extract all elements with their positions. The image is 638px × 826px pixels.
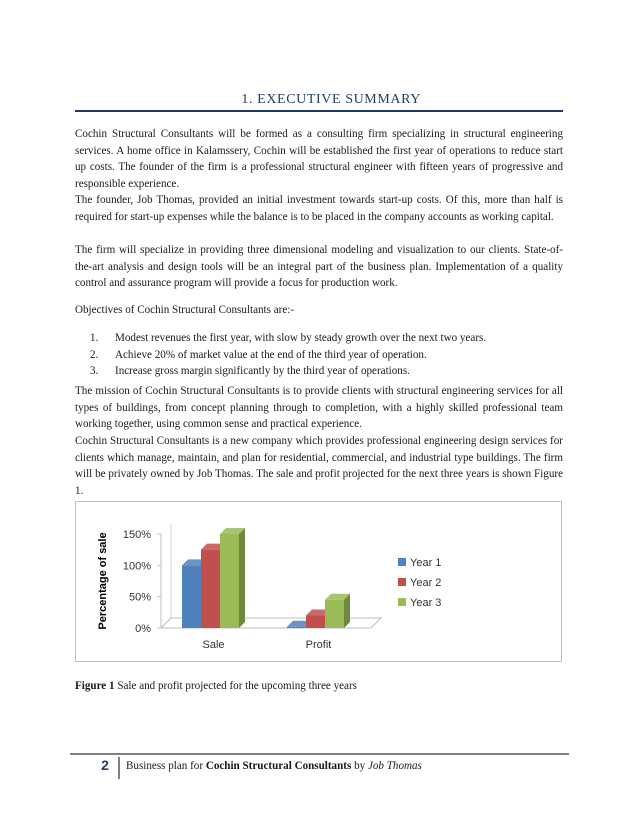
footer-prefix: Business plan for — [126, 760, 206, 772]
y-tick-label: 150% — [122, 529, 151, 541]
figure-caption-text: Sale and profit projected for the upcoming three years — [114, 680, 357, 692]
legend-swatch — [398, 578, 406, 586]
footer-author: Job Thomas — [367, 760, 422, 772]
paragraph-specialization: The firm will specialize in providing three dimensional modeling and visualization to our clients. State-of-the-art analysis and design tools will be an integral part of the business plan. Implementation of a quality control and assurance program will provide a focus for production work. — [75, 244, 563, 289]
bar-front — [325, 600, 344, 628]
footer-divider — [70, 753, 569, 755]
bar-side — [344, 594, 350, 628]
y-tick-label: 100% — [122, 560, 151, 573]
list-item-number: 1. — [90, 332, 99, 344]
bar-side — [239, 528, 245, 628]
legend-swatch — [398, 598, 406, 606]
y-tick-label: 0% — [135, 623, 151, 635]
x-tick-label: Sale — [202, 639, 225, 651]
legend-label: Year 2 — [410, 577, 442, 589]
bar-front — [182, 565, 201, 628]
legend-swatch — [398, 558, 406, 566]
figure-caption — [75, 680, 357, 692]
footer-text — [126, 760, 422, 772]
objectives-list — [90, 330, 486, 380]
footer-company: Cochin Structural Consultants — [205, 760, 352, 772]
list-item-text: Achieve 20% of market value at the end of the third year of operation. — [115, 348, 427, 361]
list-item-number: 2. — [90, 348, 99, 361]
bar-front — [306, 615, 325, 628]
list-item-text: Modest revenues the first year, with slow by steady growth over the next two years. — [115, 332, 487, 344]
paragraph-objectives-intro: Objectives of Cochin Structural Consultants are:- — [75, 304, 295, 316]
section-heading — [75, 92, 563, 112]
list-item — [90, 330, 486, 347]
section-heading-text: 1. EXECUTIVE SUMMARY — [241, 92, 421, 107]
list-item — [90, 347, 486, 364]
y-axis-label: Percentage of sale — [97, 532, 109, 630]
bar-front — [201, 550, 220, 628]
legend-label: Year 1 — [410, 557, 442, 569]
footer-middle: by — [351, 760, 368, 772]
paragraph-intro: Cochin Structural Consultants will be formed as a consulting firm specializing in structural engineering services. A home office in Kalamssery, Cochin will be established the first year of operations to reduce start up costs. The founder of the firm is a professional structural engineer with fifteen years of progressive and responsible experience. — [75, 128, 563, 190]
chart-frame — [75, 501, 562, 662]
list-item — [90, 363, 486, 380]
y-tick-label: 50% — [128, 591, 151, 604]
bar-chart — [76, 502, 563, 663]
list-item-text: Increase gross margin significantly by the third year of operations. — [115, 365, 410, 377]
paragraph-founder: The founder, Job Thomas, provided an initial investment towards start-up costs. Of this, more than half is required for start-up expenses while the balance is to be placed in the company accounts as working capital. — [75, 194, 563, 223]
page-number: 2 — [92, 757, 120, 779]
legend-label: Year 3 — [410, 597, 442, 609]
bar-front — [220, 534, 239, 628]
x-tick-label: Profit — [305, 639, 332, 651]
paragraph-company: Cochin Structural Consultants is a new company which provides professional engineering design services for clients which manage, maintain, and plan for residential, commercial, and industrial type buildings. The firm will be privately owned by Job Thomas. The sale and profit projected for the next three years is shown Figure 1. — [75, 435, 563, 497]
list-item-number: 3. — [90, 365, 99, 377]
paragraph-mission: The mission of Cochin Structural Consultants is to provide clients with structural engineering services for all types of buildings, from concept planning through to completion, with a highly skilled professional team working together, using common sense and practical experience. — [75, 385, 563, 430]
bar-front — [287, 627, 306, 628]
figure-caption-label: Figure 1 — [75, 680, 115, 692]
